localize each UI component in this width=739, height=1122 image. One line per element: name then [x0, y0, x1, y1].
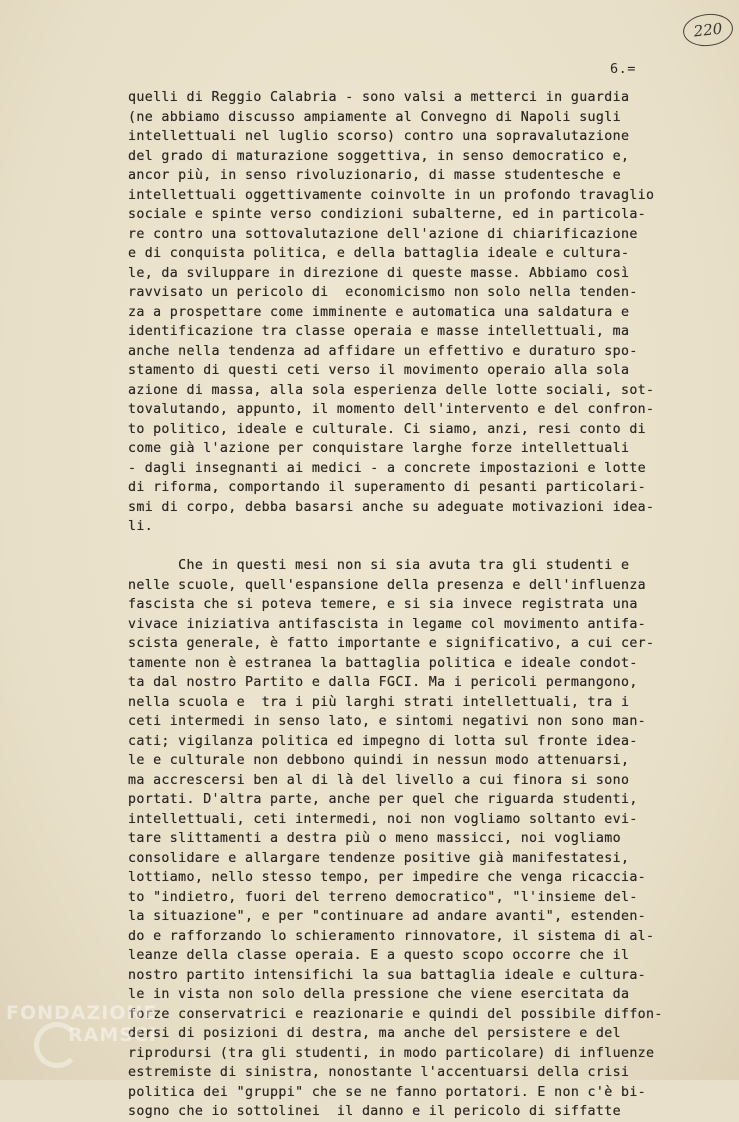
text-line: sociale e spinte verso condizioni subalterne, ed in particola- — [128, 207, 647, 222]
text-line: forze conservatrici e reazionarie e quindi del possibile diffon- — [128, 1006, 663, 1022]
text-line: tare slittamenti a destra più o meno massicci, noi vogliamo — [128, 831, 621, 846]
text-line: identificazione tra classe operaia e masse intellettuali, ma — [128, 324, 630, 339]
watermark-line1: FONDAZIONE — [6, 1002, 158, 1024]
text-line: li. — [128, 519, 154, 534]
text-line: scista generale, è fatto importante e significativo, a cui cer- — [128, 636, 655, 651]
text-line: re contro una sottovalutazione dell'azione di chiarificazione — [128, 226, 638, 242]
text-line: to politico, ideale e culturale. Ci siamo, anzi, resi conto di — [128, 421, 647, 437]
watermark-line2: RAMSCI — [68, 1024, 157, 1046]
text-line: la situazione", e per "continuare ad andare avanti", estenden- — [128, 909, 647, 924]
text-line: e di conquista politica, e della battaglia ideale e cultura- — [128, 246, 630, 261]
text-line: riprodursi (tra gli studenti, in modo particolare) di influenze — [128, 1045, 655, 1061]
text-line: quelli di Reggio Calabria - sono valsi a metterci in guardia — [128, 90, 630, 105]
text-line: ravvisato un pericolo di economicismo non solo nella tenden- — [128, 285, 638, 300]
text-line: to "indietro, fuori del terreno democratico", "l'insieme del- — [128, 889, 638, 905]
text-line: estremiste di sinistra, nonostante l'accentuarsi della crisi — [128, 1065, 630, 1080]
text-line: nelle scuole, quell'espansione della presenza e dell'influenza — [128, 577, 647, 593]
text-line: portati. D'altra parte, anche per quel che riguarda studenti, — [128, 792, 638, 807]
text-line: ma accrescersi ben al di là del livello a cui finora si sono — [128, 772, 630, 788]
body-text — [128, 88, 708, 1122]
text-line — [128, 537, 708, 557]
text-line: za a prospettare come imminente e automatica una saldatura e — [128, 304, 630, 320]
text-line: sogno che io sottolinei il danno e il pericolo di siffatte — [128, 1104, 621, 1119]
text-line: le in vista non solo della pressione che viene esercitata da — [128, 987, 630, 1002]
text-line: ancor più, in senso rivoluzionario, di masse studentesche e — [128, 168, 621, 183]
text-line: tamente non è estranea la battaglia politica e ideale condot- — [128, 655, 638, 671]
text-line: stamento di questi ceti verso il movimento operaio alla sola — [128, 363, 630, 378]
text-line: come già l'azione per conquistare larghe forze intellettuali — [128, 441, 630, 456]
text-line: le, da sviluppare in direzione di queste masse. Abbiamo così — [128, 265, 630, 281]
text-line: intellettuali, ceti intermedi, noi non vogliamo soltanto evi- — [128, 811, 638, 827]
text-line: le e culturale non debbono quindi in nessun modo attenuarsi, — [128, 753, 630, 768]
text-line: dersi di posizioni di destra, ma anche del persistere e del — [128, 1026, 621, 1041]
archive-page-number: 220 — [681, 11, 734, 48]
text-line: nella scuola e tra i più larghi strati intellettuali, tra i — [128, 694, 630, 710]
text-line: vivace iniziativa antifascista in legame col movimento antifa- — [128, 616, 647, 632]
text-line: politica dei "gruppi" che se ne fanno portatori. E non c'è bi- — [128, 1084, 647, 1100]
text-line: (ne abbiamo discusso ampiamente al Convegno di Napoli sugli — [128, 109, 621, 125]
text-line: Che in questi mesi non si sia avuta tra gli studenti e — [128, 558, 630, 573]
text-line: do e rafforzando lo schieramento rinnovatore, il sistema di al- — [128, 928, 655, 944]
text-line: smi di corpo, debba basarsi anche su adeguate motivazioni idea- — [128, 499, 655, 515]
watermark-logo — [6, 1000, 196, 1070]
text-line: - dagli insegnanti ai medici - a concrete impostazioni e lotte — [128, 460, 647, 476]
text-line: del grado di maturazione soggettiva, in senso democratico e, — [128, 148, 630, 164]
text-line: azione di massa, alla sola esperienza delle lotte sociali, sot- — [128, 382, 655, 398]
text-line: intellettuali oggettivamente coinvolte in un profondo travaglio — [128, 187, 655, 203]
text-line: cati; vigilanza politica ed impegno di lotta sul fronte idea- — [128, 733, 638, 749]
text-line: tovalutando, appunto, il momento dell'intervento e del confron- — [128, 402, 655, 417]
text-line: consolidare e allargare tendenze positive già manifestatesi, — [128, 850, 630, 866]
text-line: di riforma, comportando il superamento di pesanti particolari- — [128, 480, 647, 495]
text-line: fascista che si poteva temere, e si sia invece registrata una — [128, 597, 638, 612]
text-line: anche nella tendenza ad affidare un effettivo e duraturo spo- — [128, 343, 638, 359]
text-line: leanze della classe operaia. E a questo scopo occorre che il — [128, 948, 630, 963]
text-line: ta dal nostro Partito e dalla FGCI. Ma i pericoli permangono, — [128, 675, 638, 690]
text-line: lottiamo, nello stesso tempo, per impedire che venga ricaccia- — [128, 870, 647, 885]
page-number: 6.= — [610, 61, 636, 77]
text-line: ceti intermedi in senso lato, e sintomi negativi non sono man- — [128, 714, 647, 729]
text-line: intellettuali nel luglio scorso) contro una sopravalutazione — [128, 129, 630, 144]
text-line: nostro partito intensifichi la sua battaglia ideale e cultura- — [128, 967, 647, 983]
